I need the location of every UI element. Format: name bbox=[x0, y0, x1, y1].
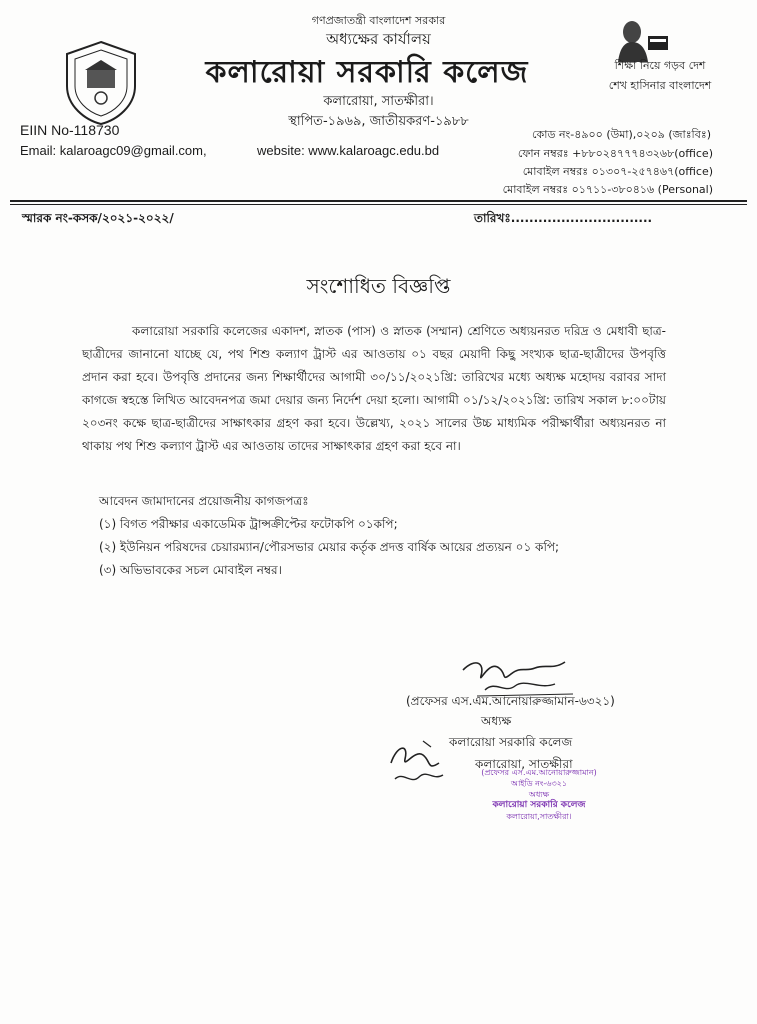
official-stamp bbox=[444, 767, 634, 822]
email-address: Email: kalaroagc09@gmail.com, bbox=[20, 143, 207, 158]
contact-code: কোড নং-৪৯০০ (উমা),০২০৯ (জাঃবিঃ) bbox=[532, 128, 711, 141]
signatory-name: (প্রফেসর এস.এম.আনোয়ারুজ্জামান-৬৩২১) bbox=[406, 694, 615, 708]
signatory-college: কলারোয়া সরকারি কলেজ bbox=[449, 735, 573, 749]
requirement-item: (৩) অভিভাবকের সচল মোবাইল নম্বর। bbox=[99, 563, 282, 577]
initial-signature bbox=[383, 735, 448, 790]
contact-phone: ফোন নম্বরঃ +৮৮০২৪৭৭৭৪৩২৬৮(office) bbox=[517, 147, 713, 160]
established-line: স্থাপিত-১৯৬৯, জাতীয়করণ-১৯৮৮ bbox=[288, 114, 469, 129]
requirement-item: (২) ইউনিয়ন পরিষদের চেয়ারম্যান/পৌরসভার মেয়ার কর্তৃক প্রদত্ত বার্ষিক আয়ের প্রত্যয়ন ০১ কপি; bbox=[99, 540, 560, 554]
contact-mobile-office: মোবাইল নম্বরঃ ০১৩০৭-২৫৭৪৬৭(office) bbox=[522, 165, 713, 178]
contact-mobile-personal: মোবাইল নম্বরঃ ০১৭১১-৩৮০৪১৬ (Personal) bbox=[502, 183, 713, 196]
slogan-line-2: শেখ হাসিনার বাংলাদেশ bbox=[608, 79, 712, 92]
office-line: অধ্যক্ষের কার্যালয় bbox=[326, 30, 431, 48]
college-name: কলারোয়া সরকারি কলেজ bbox=[205, 55, 529, 90]
website-address: website: www.kalaroagc.edu.bd bbox=[257, 143, 440, 158]
header-divider-thin bbox=[10, 204, 747, 205]
requirements-heading: আবেদন জামাদানের প্রয়োজনীয় কাগজপত্রঃ bbox=[99, 494, 309, 508]
header-divider bbox=[10, 200, 747, 202]
government-line: গণপ্রজাতন্ত্রী বাংলাদেশ সরকার bbox=[311, 14, 446, 27]
requirements-list bbox=[99, 490, 559, 582]
stamp-location: কলারোয়া,সাতক্ষীরা। bbox=[506, 812, 572, 821]
stamp-name: (প্রফেসর এস.এম.আনোয়ারুজ্জামান) bbox=[481, 768, 597, 777]
eiin-number: EIIN No-118730 bbox=[20, 122, 120, 138]
date-label: তারিখঃ............................... bbox=[474, 211, 653, 225]
stamp-designation: অধ্যক্ষ bbox=[528, 790, 550, 799]
memo-number: স্মারক নং-কসক/২০২১-২০২২/ bbox=[22, 211, 174, 225]
signatory-location: কলারোয়া, সাতক্ষীরা bbox=[475, 757, 573, 771]
requirement-item: (১) বিগত পরীক্ষার একাডেমিক ট্রান্সক্রীপ্টের ফটোকপি ০১কপি; bbox=[99, 517, 398, 531]
notice-body: কলারোয়া সরকারি কলেজের একাদশ, স্নাতক (পাস) ও স্নাতক (সম্মান) শ্রেণিতে অধ্যয়নরত দরিদ্র ও মেধাবী ছাত্র-ছাত্রীদের জানানো যাচ্ছে যে, পথ শিশু কল্যাণ ট্রাস্ট এর আওতায় ০১ বছর মেয়াদী কিছু সংখ্যক ছাত্র-ছাত্রীদের উপবৃত্তি প্রদান করা হবে। উপবৃত্তি প্রদানের জন্য শিক্ষার্থীদের আগামী ৩০/১১/২০২১খ্রি: তারিখের মধ্যে অধ্যক্ষ মহোদয় বরাবর সাদা কাগজে স্বহস্তে লিখিত আবেদনপত্র জমা দেয়ার জন্য নির্দেশ দেয়া হলো। আগামী ০১/১২/২০২১খ্রি: তারিখ সকাল ৮:০০টায় ২০৩নং কক্ষে ছাত্র-ছাত্রীদের সাক্ষাৎকার গ্রহণ করা হবে। উল্লেখ্য, ২০২১ সালের উচ্চ মাধ্যমিক পরীক্ষার্থীরা অধ্যয়নরত না থাকায় পথ শিশু কল্যাণ ট্রাস্ট এর আওতায় তাদের সাক্ষাৎকার গ্রহণ করা হবে না। bbox=[82, 324, 666, 453]
slogan-line-1: শিক্ষা নিয়ে গড়ব দেশ bbox=[614, 59, 706, 72]
portrait-icon bbox=[612, 14, 670, 62]
college-address: কলারোয়া, সাতক্ষীরা। bbox=[323, 94, 434, 109]
signatory-designation: অধ্যক্ষ bbox=[481, 714, 512, 728]
notice-title: সংশোধিত বিজ্ঞপ্তি bbox=[306, 274, 451, 298]
stamp-id: আইডি নং-৬৩২১ bbox=[510, 779, 568, 788]
stamp-college: কলারোয়া সরকারি কলেজ bbox=[492, 800, 586, 810]
